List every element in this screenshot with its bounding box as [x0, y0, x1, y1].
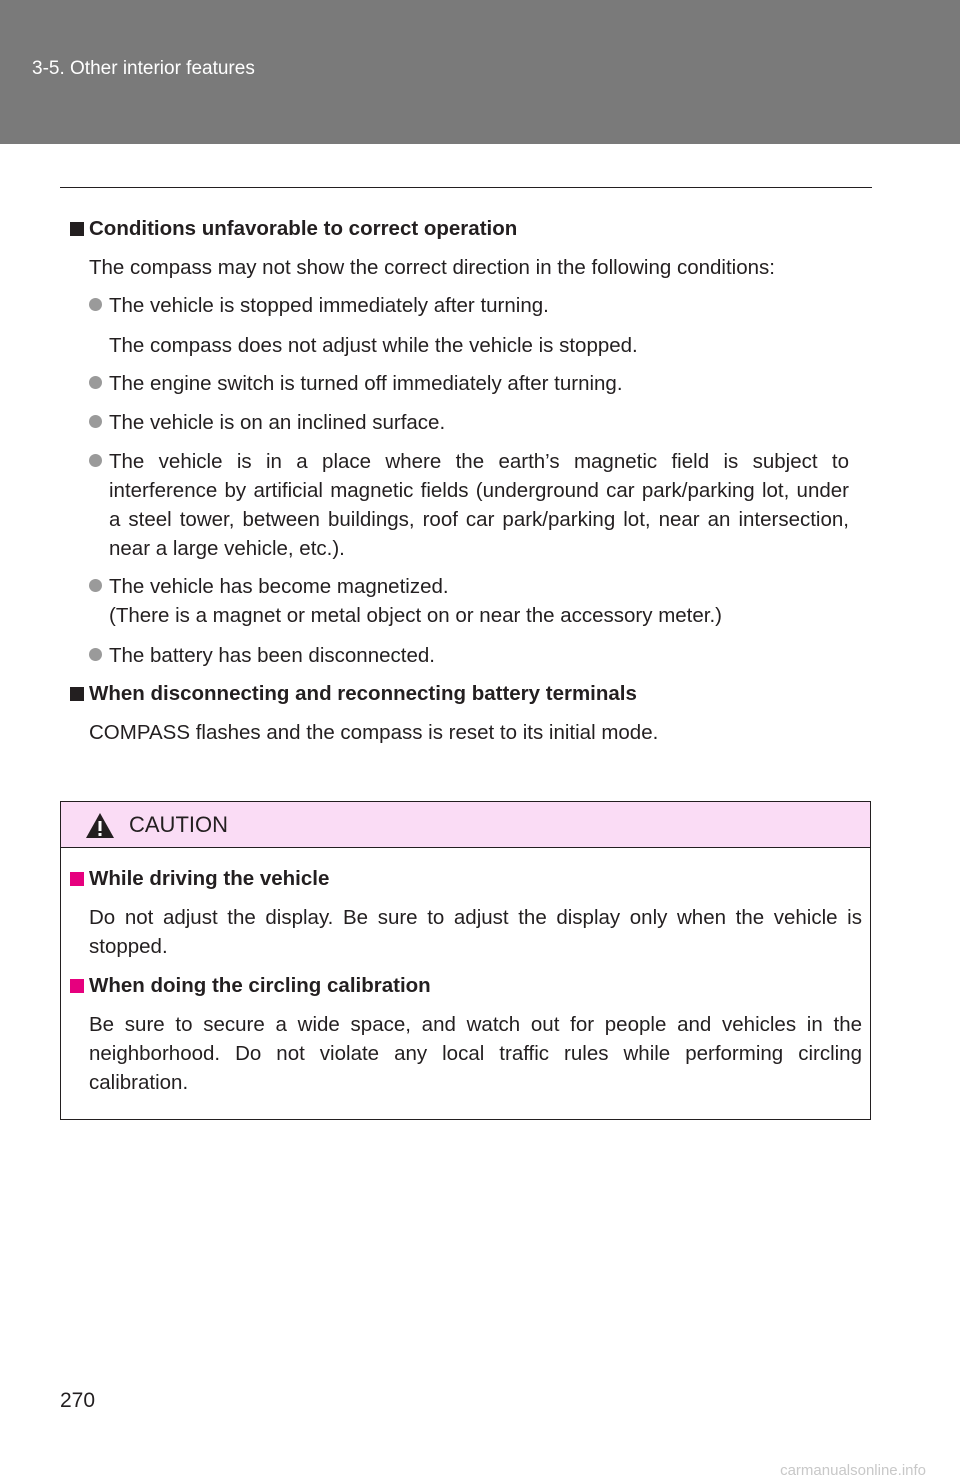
caution-heading: When doing the circling calibration: [89, 974, 431, 997]
circle-bullet-icon: [89, 298, 102, 311]
section-heading: Conditions unfavorable to correct operation: [89, 217, 518, 240]
page-number: 270: [60, 1389, 96, 1412]
list-item-note: (There is a magnet or metal object on or near the accessory meter.): [109, 604, 722, 627]
list-item: The battery has been disconnected.: [109, 644, 435, 667]
square-bullet-icon: [70, 979, 84, 993]
list-item: The vehicle is stopped immediately after turning.: [109, 294, 549, 317]
list-item: The engine switch is turned off immediately after turning.: [109, 372, 623, 395]
circle-bullet-icon: [89, 415, 102, 428]
section-title: 3-5. Other interior features: [32, 58, 255, 79]
circle-bullet-icon: [89, 454, 102, 467]
header-bar: [0, 0, 960, 144]
circle-bullet-icon: [89, 376, 102, 389]
caution-box: [60, 801, 871, 1120]
circle-bullet-icon: [89, 648, 102, 661]
paragraph: The compass may not show the correct direction in the following conditions:: [89, 256, 775, 279]
list-item: The vehicle is in a place where the earth’s magnetic field is subject to interference by artificial magnetic fields (underground car park/parking lot, under a steel tower, between buildings, roof car park/parking lot, near an intersection, near a large vehicle, etc.).: [109, 450, 849, 560]
square-bullet-icon: [70, 222, 84, 236]
caution-paragraph: Do not adjust the display. Be sure to adjust the display only when the vehicle is stopped.: [89, 906, 862, 958]
caution-header: [61, 802, 870, 848]
circle-bullet-icon: [89, 579, 102, 592]
list-item-note: The compass does not adjust while the vehicle is stopped.: [109, 334, 638, 357]
list-item: The vehicle is on an inclined surface.: [109, 411, 446, 434]
section-heading: When disconnecting and reconnecting battery terminals: [89, 682, 637, 705]
caution-title: CAUTION: [129, 812, 228, 837]
square-bullet-icon: [70, 872, 84, 886]
divider: [60, 187, 872, 188]
square-bullet-icon: [70, 687, 84, 701]
paragraph: COMPASS flashes and the compass is reset to its initial mode.: [89, 721, 659, 744]
warning-triangle-icon: [85, 812, 115, 839]
caution-heading: While driving the vehicle: [89, 867, 330, 890]
watermark: carmanualsonline.info: [780, 1462, 926, 1479]
caution-paragraph: Be sure to secure a wide space, and watch out for people and vehicles in the neighborhood. Do not violate any local traffic rules while performing circling calibration.: [89, 1013, 862, 1094]
list-item: The vehicle has become magnetized.: [109, 575, 449, 598]
